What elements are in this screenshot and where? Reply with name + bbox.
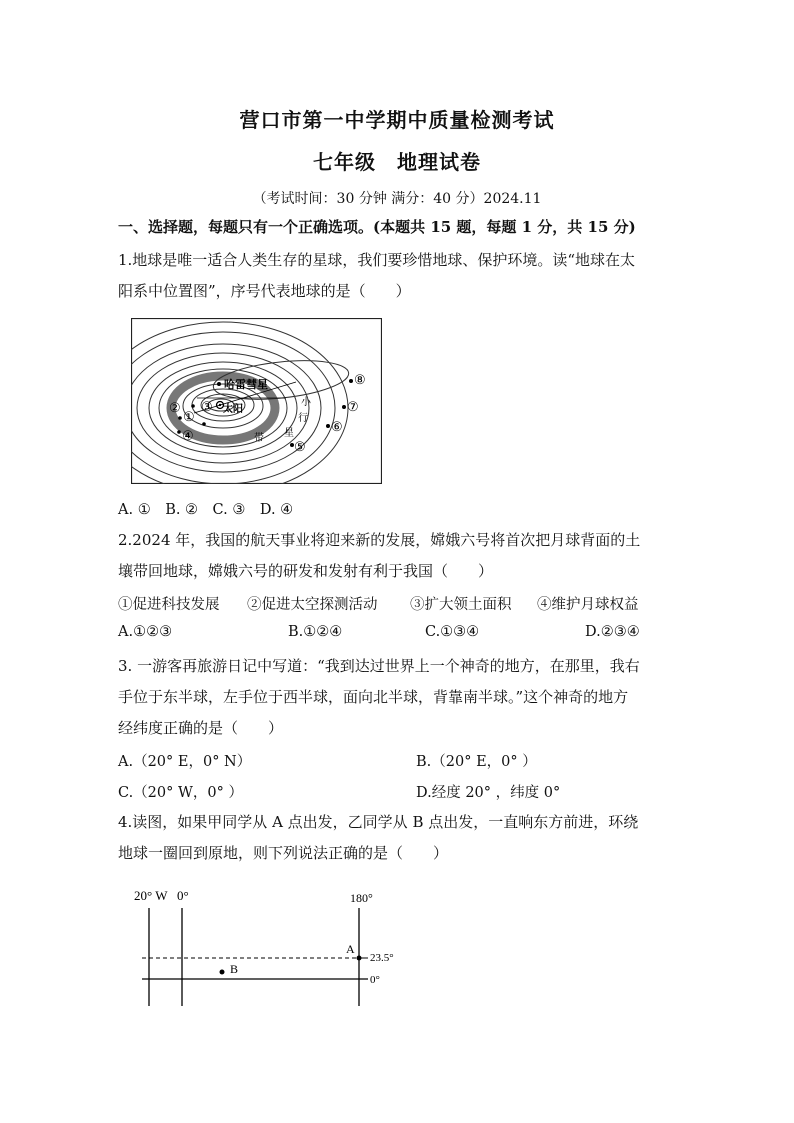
q4-line-1: 4.读图，如果甲同学从 A 点出发，乙同学从 B 点出发，一直响东方前进，环绕 <box>118 813 639 831</box>
asteroid-label-1: 小 <box>301 397 311 408</box>
q1-line-2: 阳系中位置图”，序号代表地球的是（ ） <box>118 282 411 300</box>
label-3: ③ <box>201 400 213 415</box>
q1-line-1: 1.地球是唯一适合人类生存的星球，我们要珍惜地球、保护环境。读“地球在太 <box>118 251 635 269</box>
q3-option-d: D.经度 20° ，纬度 0° <box>416 785 561 801</box>
q2-statement-4: ④维护月球权益 <box>537 597 639 613</box>
point-a-label: A <box>346 942 355 956</box>
q3-line-3: 经纬度正确的是（ ） <box>118 719 284 737</box>
solar-system-figure <box>131 318 382 484</box>
lon-label-180: 180° <box>350 891 373 905</box>
q2-statement-3: ③扩大领土面积 <box>410 597 512 613</box>
point-a <box>357 956 362 961</box>
q1-options: A. ① B. ② C. ③ D. ④ <box>118 502 294 518</box>
label-7: ⑦ <box>347 400 359 415</box>
section-heading: 一、选择题，每题只有一个正确选项。(本题共 15 题，每题 1 分，共 15 分) <box>118 218 636 236</box>
q2-statement-1: ①促进科技发展 <box>118 597 220 613</box>
asteroid-label-3: 星 <box>284 428 294 439</box>
comet-label: 哈雷彗星 <box>224 378 268 391</box>
exam-subtitle: 七年级 地理试卷 <box>313 150 481 174</box>
asteroid-label-4: 带 <box>254 433 264 444</box>
exam-title: 营口市第一中学期中质量检测考试 <box>239 108 555 132</box>
label-1: ① <box>183 410 195 425</box>
point-b <box>220 970 225 975</box>
q2-line-1: 2.2024 年，我国的航天事业将迎来新的发展，嫦娥六号将首次把月球背面的土 <box>118 531 641 549</box>
q2-line-2: 壤带回地球，嫦娥六号的研发和发射有利于我国（ ） <box>118 562 494 580</box>
q3-option-c: C.（20° W，0° ） <box>118 785 243 801</box>
q2-option-c: C.①③④ <box>425 624 480 640</box>
lon-label-0: 0° <box>177 888 189 903</box>
label-5: ⑤ <box>294 440 306 455</box>
q3-line-2: 手位于东半球，左手位于西半球，面向北半球，背靠南半球。”这个神奇的地方 <box>118 688 629 706</box>
q3-option-a: A.（20° E，0° N） <box>118 754 252 770</box>
lat-label-23-5: 23.5° <box>370 952 394 964</box>
label-8: ⑧ <box>354 373 366 388</box>
point-b-label: B <box>230 962 239 976</box>
q3-line-1: 3. 一游客再旅游日记中写道：“我到达过世界上一个神奇的地方，在那里，我右 <box>118 657 640 675</box>
q3-option-b: B.（20° E，0° ） <box>416 754 537 770</box>
label-2: ② <box>169 401 181 416</box>
q2-option-b: B.①②④ <box>288 624 343 640</box>
exam-meta: （考试时间：30 分钟 满分：40 分）2024.11 <box>252 191 542 207</box>
q4-line-2: 地球一圈回到原地，则下列说法正确的是（ ） <box>118 844 449 862</box>
lat-label-0: 0° <box>370 974 380 986</box>
q2-option-a: A.①②③ <box>118 624 173 640</box>
q2-option-d: D.②③④ <box>585 624 640 640</box>
q2-statement-2: ②促进太空探测活动 <box>247 597 378 613</box>
lon-label-20w: 20° W <box>134 888 168 903</box>
label-4: ④ <box>182 429 194 444</box>
comet-icon <box>217 382 221 386</box>
label-6: ⑥ <box>331 420 343 435</box>
asteroid-label-2: 行 <box>298 413 308 424</box>
sun-label: 太阳 <box>223 404 243 415</box>
latitude-longitude-figure <box>120 880 420 1015</box>
